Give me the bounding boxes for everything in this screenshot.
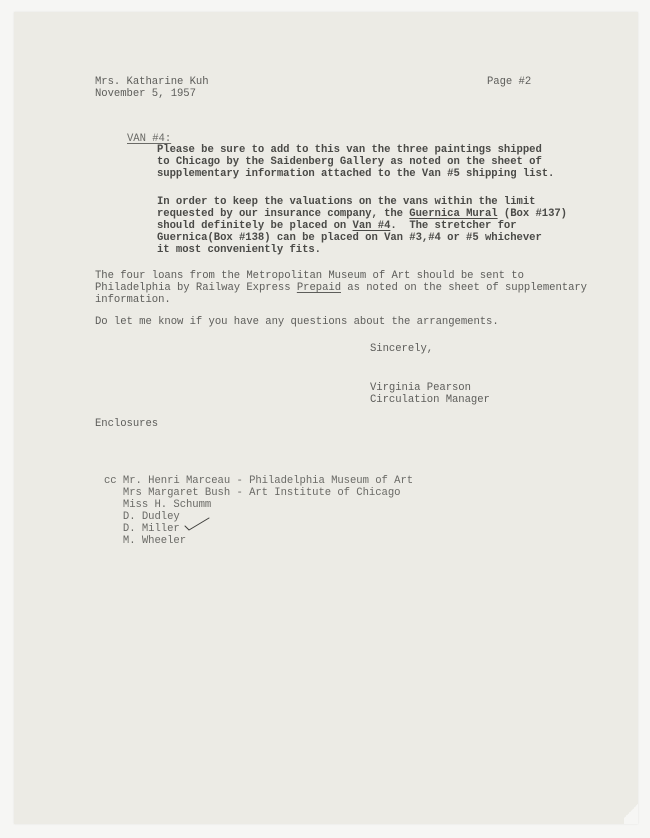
prepaid-underlined: Prepaid bbox=[296, 282, 341, 294]
cc-line: Miss H. Schumm bbox=[104, 499, 212, 511]
van4-para1-line: supplementary information attached to the Van #5 shipping list. bbox=[157, 168, 555, 180]
signer-title: Circulation Manager bbox=[370, 394, 490, 406]
van4-para2-line: requested by our insurance company, the Guernica Mural (Box #137) bbox=[157, 208, 567, 220]
valediction: Sincerely, bbox=[370, 343, 434, 355]
enclosures-label: Enclosures bbox=[95, 418, 159, 430]
van4-para1-line: Please be sure to add to this van the three paintings shipped bbox=[157, 144, 542, 156]
van4-heading: VAN #4: bbox=[127, 133, 172, 145]
recipient-name: Mrs. Katharine Kuh bbox=[95, 76, 209, 88]
signer-name: Virginia Pearson bbox=[370, 382, 471, 394]
van4-para2-line: it most conveniently fits. bbox=[157, 244, 321, 256]
handwritten-checkmark-icon bbox=[184, 517, 210, 531]
van4-para2-line: should definitely be placed on Van #4. The stretcher for bbox=[157, 220, 517, 232]
met-para-line: Philadelphia by Railway Express Prepaid as noted on the sheet of supplementary bbox=[95, 282, 587, 294]
page-number: Page #2 bbox=[487, 76, 532, 88]
cc-line: cc Mr. Henri Marceau - Philadelphia Museum of Art bbox=[104, 475, 414, 487]
guernica-mural-underlined: Guernica Mural bbox=[409, 208, 498, 220]
met-para-line: The four loans from the Metropolitan Museum of Art should be sent to bbox=[95, 270, 524, 282]
van4-para2-line: Guernica(Box #138) can be placed on Van #3,#4 or #5 whichever bbox=[157, 232, 542, 244]
cc-line: D. Miller bbox=[104, 523, 180, 535]
van4-para1-line: to Chicago by the Saidenberg Gallery as noted on the sheet of bbox=[157, 156, 542, 168]
van4-para2-line: In order to keep the valuations on the vans within the limit bbox=[157, 196, 536, 208]
met-para-line: information. bbox=[95, 294, 171, 306]
cc-line: D. Dudley bbox=[104, 511, 180, 523]
van4-underlined: Van #4 bbox=[352, 220, 391, 232]
letter-date: November 5, 1957 bbox=[95, 88, 196, 100]
closing-line: Do let me know if you have any questions about the arrangements. bbox=[95, 316, 499, 328]
cc-line: M. Wheeler bbox=[104, 535, 186, 547]
cc-line: Mrs Margaret Bush - Art Institute of Chicago bbox=[104, 487, 401, 499]
